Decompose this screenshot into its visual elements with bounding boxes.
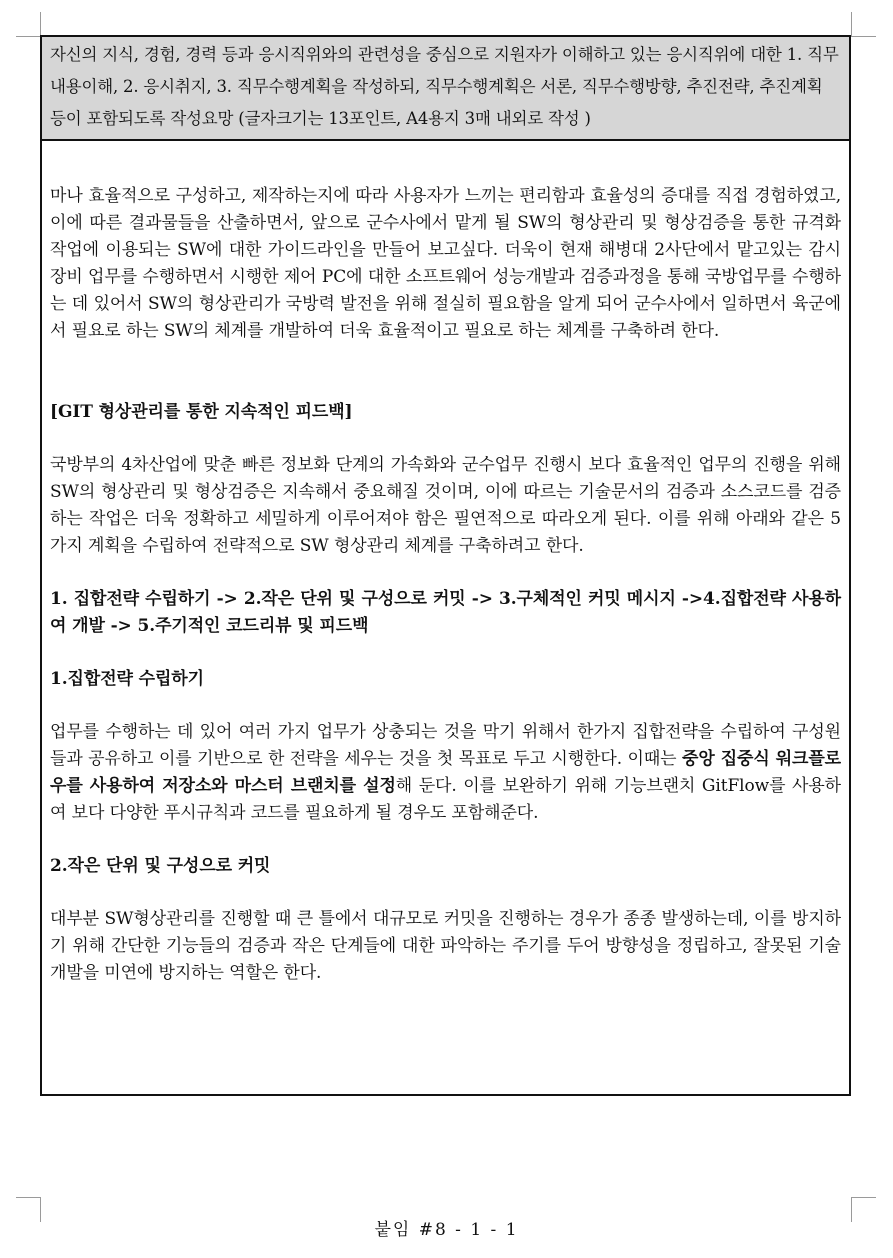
section1-bold-text: 중앙 집중식 워크플로우를 사용하여 저장소와 마스터 브랜치를 설정 [50, 749, 841, 796]
crop-mark-top-left [16, 12, 41, 37]
instruction-text: 자신의 지식, 경험, 경력 등과 응시직위와의 관련성을 중심으로 지원자가 이해하고 있는 응시직위에 대한 1. 직무내용이해, 2. 응시취지, 3. 직무수행계획을 작성하되, 직무수행계획은 서론, 직무수행방향, 추진전략, 추진계획 등이 포함되도록 작성요망 (글자크기는 13포인트, A4용지 3매 내외로 작성 ) [50, 45, 839, 128]
git-section-paragraph: 국방부의 4차산업에 맞춘 빠른 정보화 단계의 가속화와 군수업무 진행시 보다 효율적인 업무의 진행을 위해 SW의 형상관리 및 형상검증은 지속해서 중요해질 것이며, 이에 따르는 기술문서의 검증과 소스코드를 검증하는 작업은 더욱 정확하고 세밀하게 이루어져야 함은 필연적으로 따라오게 된다. 이를 위해 아래와 같은 5가지 계획을 수립하여 전략적으로 SW 형상관리 체계를 구축하려고 한다. [50, 455, 841, 556]
section1-text-b: 해 둔다. 이를 보완하기 위해 기능브랜치 GitFlow를 사용하여 보다 다양한 푸시규칙과 코드를 필요하게 될 경우도 포함해준다. [50, 776, 841, 823]
instruction-box [42, 37, 849, 141]
section1-heading: 1.집합전략 수립하기 [50, 669, 204, 689]
section1-text-a: 업무를 수행하는 데 있어 여러 가지 업무가 상충되는 것을 막기 위해서 한가지 집합전략을 수립하여 구성원들과 공유하고 이를 기반으로 한 전략을 세우는 것을 첫 목표로 두고 시행한다. 이때는 [50, 722, 841, 769]
answer-frame [40, 35, 851, 1096]
section2-heading: 2.작은 단위 및 구성으로 커밋 [50, 856, 271, 876]
intro-paragraph: 마나 효율적으로 구성하고, 제작하는지에 따라 사용자가 느끼는 편리함과 효율성의 증대를 직접 경험하였고, 이에 따른 결과물들을 산출하면서, 앞으로 군수사에서 맡게 될 SW의 형상관리 및 형상검증을 통한 규격화 작업에 이용되는 SW에 대한 가이드라인을 만들어 보고싶다. 더욱이 현재 해병대 2사단에서 맡고있는 감시장비 업무를 수행하면서 시행한 제어 PC에 대한 소프트웨어 성능개발과 검증과정을 통해 국방업무를 수행하는 데 있어서 SW의 형상관리가 국방력 발전을 위해 절실히 필요함을 알게 되어 군수사에서 일하면서 육군에서 필요로 하는 SW의 체계를 개발하여 더욱 효율적이고 필요로 하는 체계를 구축하려 한다. [50, 186, 841, 341]
page-footer: 붙임 #8 - 1 - 1 [374, 1220, 519, 1240]
git-section-heading: [GIT 형상관리를 통한 지속적인 피드백] [50, 402, 353, 422]
crop-mark-top-right [851, 12, 876, 37]
section1-paragraph [50, 719, 841, 827]
answer-body [42, 183, 849, 987]
section2-paragraph: 대부분 SW형상관리를 진행할 때 큰 틀에서 대규모로 커밋을 진행하는 경우가 종종 발생하는데, 이를 방지하기 위해 간단한 기능들의 검증과 작은 단계들에 대한 파악하는 주기를 두어 방향성을 정립하고, 잘못된 기술개발을 미연에 방지하는 역할은 한다. [50, 909, 841, 983]
plan-steps-heading: 1. 집합전략 수립하기 -> 2.작은 단위 및 구성으로 커밋 -> 3.구체적인 커밋 메시지 ->4.집합전략 사용하여 개발 -> 5.주기적인 코드리뷰 및 피드백 [50, 589, 841, 636]
